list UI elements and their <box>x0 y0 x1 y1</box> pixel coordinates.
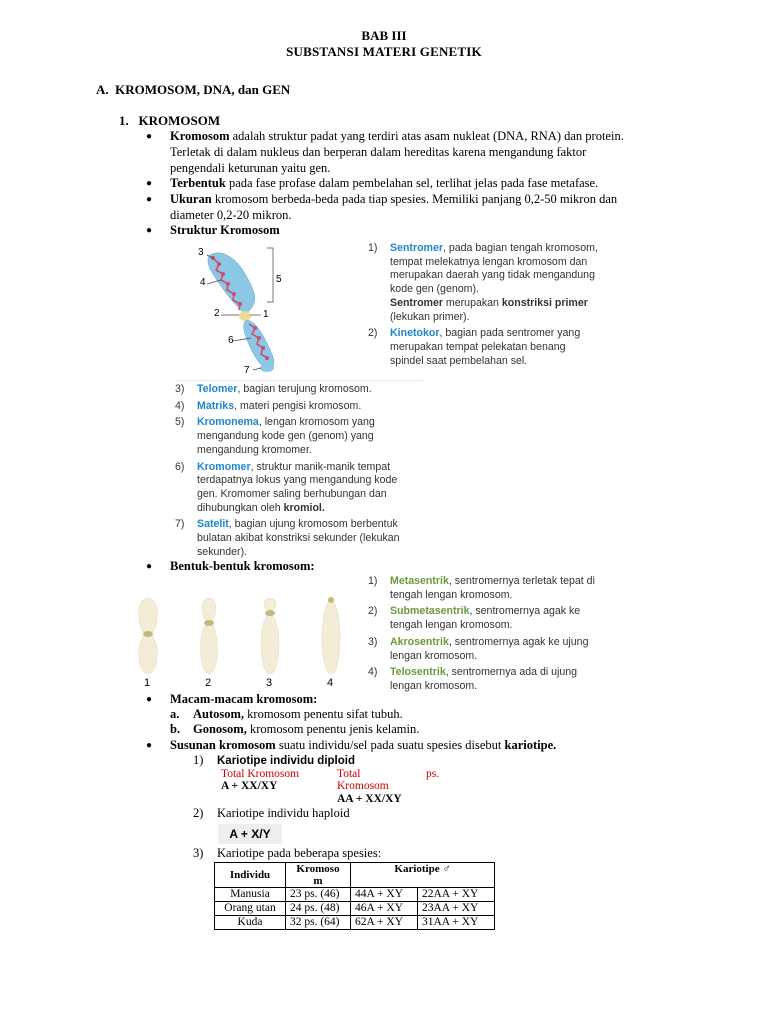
text: sekunder). <box>197 545 248 558</box>
metacentric-shape <box>139 598 158 674</box>
num: 1) <box>368 242 378 254</box>
structure-items-3-7 <box>175 383 423 559</box>
bullet-icon: ● <box>146 178 153 189</box>
shape-label-1: 1 <box>144 677 151 689</box>
text: dihubungkan oleh <box>197 501 284 514</box>
bullet-struktur-kromosom: Struktur Kromosom <box>170 223 280 237</box>
text: , sentromernya agak ke <box>469 605 581 618</box>
item-satelit <box>175 518 423 559</box>
item-metasentrik <box>368 575 614 602</box>
item-autosom <box>170 707 403 722</box>
num: 1) <box>368 575 378 587</box>
label-1: 1 <box>263 309 269 320</box>
submetacentric-shape <box>201 598 218 674</box>
table-header-row <box>215 863 495 888</box>
text: tempat melekatnya lengan kromosom dan <box>390 255 588 268</box>
text: lengan kromosom. <box>390 679 478 692</box>
shape-label-4: 4 <box>327 677 334 689</box>
bullet-terbentuk <box>170 175 676 191</box>
term-ukuran: Ukuran <box>170 192 212 206</box>
karyotype-species <box>193 846 381 861</box>
bullet-ukuran <box>170 191 676 223</box>
term-metasentrik: Metasentrik <box>390 575 449 587</box>
text: lengan kromosom. <box>390 649 478 662</box>
term-autosom: Autosom, <box>193 707 245 721</box>
item-kinetokor <box>368 327 614 368</box>
item-akrosentrik <box>368 636 614 663</box>
text: adalah struktur padat yang terdiri atas asam nukleat (DNA, RNA) dan protein. <box>229 129 624 143</box>
red-kromosom: Kromosom <box>337 780 389 792</box>
formula-diploid-1: A + XX/XY <box>221 780 278 792</box>
marker: a. <box>170 707 180 721</box>
item-matriks <box>175 400 423 414</box>
text: , sentromernya ada di ujung <box>445 666 578 679</box>
term-kromosom: Kromosom <box>170 129 230 143</box>
term-kariotipe: kariotipe. <box>504 738 557 752</box>
bullet-bentuk-kromosom: Bentuk-bentuk kromosom: <box>170 559 315 573</box>
text: , sentromernya agak ke ujung <box>448 635 589 648</box>
telocentric-shape <box>322 597 340 674</box>
num: 3) <box>193 846 204 860</box>
page-title: SUBSTANSI MATERI GENETIK <box>286 44 482 59</box>
text: m <box>313 875 323 887</box>
text: terdapatnya lokus yang mengandung kode <box>197 474 398 487</box>
num: 2) <box>193 806 204 820</box>
term-telomer: Telomer <box>197 383 238 395</box>
karyotype-table <box>214 862 495 930</box>
cell: 23 ps. (46) <box>286 888 351 902</box>
chapter-label: BAB III <box>361 28 407 43</box>
label-3: 3 <box>198 247 204 258</box>
num: 4) <box>368 666 378 679</box>
num: 4) <box>175 399 185 412</box>
label-5: 5 <box>276 274 282 285</box>
num: 2) <box>368 605 378 618</box>
text: , struktur manik-manik tempat <box>250 460 391 473</box>
item-gonosom <box>170 722 419 737</box>
formula-diploid-2: AA + XX/XY <box>337 793 402 805</box>
bullet-icon: ● <box>146 194 153 205</box>
header-kromosom <box>286 863 351 888</box>
term-kinetokor: Kinetokor <box>390 327 440 340</box>
num: 6) <box>175 460 185 473</box>
label-2: 2 <box>214 308 220 319</box>
text: kromosom penentu sifat tubuh. <box>244 707 403 721</box>
cell: Manusia <box>215 888 286 902</box>
num: 5) <box>175 416 185 429</box>
text: kode gen (genom). <box>390 283 479 296</box>
term-satelit: Satelit <box>197 518 229 531</box>
term-kromomer: Kromomer <box>197 460 251 473</box>
text: Sentromer <box>390 296 443 309</box>
term-terbentuk: Terbentuk <box>170 176 226 190</box>
text: merupakan daerah yang tidak mengandung <box>390 269 595 282</box>
num: 7) <box>175 518 185 531</box>
item-kromonema <box>175 416 423 457</box>
item-telosentrik <box>368 666 614 693</box>
text: (lekukan primer). <box>390 310 470 323</box>
cell: 62A + XY <box>351 916 418 930</box>
num: 2) <box>368 327 378 340</box>
num: 3) <box>175 383 185 395</box>
bullet-icon: ● <box>146 694 153 705</box>
text: , sentromernya terletak tepat di <box>448 575 595 587</box>
text: kromosom berbeda-beda pada tiap spesies. Memiliki panjang 0,2-50 mikron dan <box>211 192 618 206</box>
bullet-icon: ● <box>146 740 153 751</box>
item-telomer <box>175 383 423 397</box>
bullet-kromosom-definition <box>170 128 676 176</box>
cell: 22AA + XY <box>418 888 495 902</box>
red-total-kromosom: Total Kromosom <box>221 768 300 780</box>
red-total: Total <box>337 768 361 780</box>
cell: 24 ps. (48) <box>286 902 351 916</box>
num: 1) <box>193 753 204 767</box>
text: kromiol. <box>283 501 325 514</box>
satellite-shape <box>260 364 274 372</box>
text: tengah lengan kromosom. <box>390 619 513 632</box>
term-telosentrik: Telosentrik <box>390 666 446 679</box>
text: , bagian terujung kromosom. <box>237 383 372 395</box>
section-a-heading: A. KROMOSOM, DNA, dan GEN <box>96 82 291 97</box>
text: tengah lengan kromosom. <box>390 588 513 601</box>
term-gonosom: Gonosom, <box>193 722 247 736</box>
table-row <box>215 902 495 916</box>
text: kromosom penentu jenis kelamin. <box>246 722 420 736</box>
structure-items-1-2 <box>368 242 614 368</box>
karyotype-species-title: Kariotipe pada beberapa spesies: <box>217 846 382 860</box>
label-4: 4 <box>200 277 206 288</box>
label-6: 6 <box>228 335 234 346</box>
table-row <box>215 916 495 930</box>
shape-label-3: 3 <box>266 677 273 689</box>
text: , materi pengisi kromosom. <box>234 399 362 412</box>
text: Kromoso <box>296 863 340 875</box>
red-ps: ps. <box>426 768 440 780</box>
chromosome-structure-diagram <box>195 242 305 382</box>
text: suatu individu/sel pada suatu spesies disebut <box>275 738 505 752</box>
karyotype-haploid <box>193 806 350 821</box>
chromosome-upper-arm <box>208 253 255 314</box>
item-kromomer <box>175 461 423 516</box>
text: , lengan kromosom yang <box>258 416 375 429</box>
cell: 46A + XY <box>351 902 418 916</box>
term-sentromer: Sentromer <box>390 242 443 254</box>
cell: 32 ps. (64) <box>286 916 351 930</box>
karyotype-diploid-title: Kariotipe individu diploid <box>217 755 355 767</box>
text: gen. Kromomer saling berhubungan dan <box>197 487 387 500</box>
num: 3) <box>368 635 378 648</box>
centromere-shape <box>239 311 251 321</box>
bullet-macam-kromosom: Macam-macam kromosom: <box>170 692 318 706</box>
item-sentromer <box>368 242 614 324</box>
bullet-icon: ● <box>146 225 153 236</box>
header-kariotipe: Kariotipe ♂ <box>351 863 495 888</box>
subsection-kromosom: 1. KROMOSOM <box>119 113 221 128</box>
text: mengandung kode gen (genom) yang <box>197 430 374 443</box>
divider <box>175 380 423 381</box>
term-susunan: Susunan kromosom <box>170 738 276 752</box>
label-7: 7 <box>244 365 250 376</box>
header-individu: Individu <box>215 863 286 888</box>
karyotype-diploid <box>193 753 355 768</box>
cell: 31AA + XY <box>418 916 495 930</box>
text: Terletak di dalam nukleus dan berperan dalam hereditas karena mengandung faktor <box>170 145 587 159</box>
cell: Kuda <box>215 916 286 930</box>
bullet-icon: ● <box>146 561 153 572</box>
term-akrosentrik: Akrosentrik <box>390 635 449 648</box>
table-row <box>215 888 495 902</box>
cell: 44A + XY <box>351 888 418 902</box>
text: , bagian ujung kromosom berbentuk <box>228 518 398 531</box>
item-submetasentrik <box>368 605 614 632</box>
bullet-icon: ● <box>146 131 153 142</box>
chromosome-shapes-diagram <box>132 592 352 682</box>
text: pengendali keturunan yaitu gen. <box>170 161 331 175</box>
text: , pada bagian tengah kromosom, <box>442 242 598 254</box>
term-kromonema: Kromonema <box>197 416 259 429</box>
text: pada fase profase dalam pembelahan sel, terlihat jelas pada fase metafase. <box>225 176 599 190</box>
term-matriks: Matriks <box>197 399 235 412</box>
text: merupakan tempat pelekatan benang <box>390 340 566 353</box>
cell: Orang utan <box>215 902 286 916</box>
marker: b. <box>170 722 181 736</box>
text: , bagian pada sentromer yang <box>439 327 581 340</box>
text: konstriksi primer <box>501 296 588 309</box>
term-submetasentrik: Submetasentrik <box>390 605 470 618</box>
bullet-susunan-kromosom <box>170 737 676 753</box>
text: mengandung kromomer. <box>197 443 312 456</box>
text: spindel saat pembelahan sel. <box>390 354 528 367</box>
shape-label-2: 2 <box>205 677 212 689</box>
text: merupakan <box>442 296 502 309</box>
acrocentric-shape <box>261 598 279 674</box>
karyotype-haploid-title: Kariotipe individu haploid <box>217 806 350 820</box>
shapes-items <box>368 575 614 694</box>
text: diameter 0,2-20 mikron. <box>170 208 292 222</box>
text: bulatan akibat konstriksi sekunder (lekukan <box>197 532 400 545</box>
haploid-formula-box: A + X/Y <box>218 824 282 844</box>
cell: 23AA + XY <box>418 902 495 916</box>
